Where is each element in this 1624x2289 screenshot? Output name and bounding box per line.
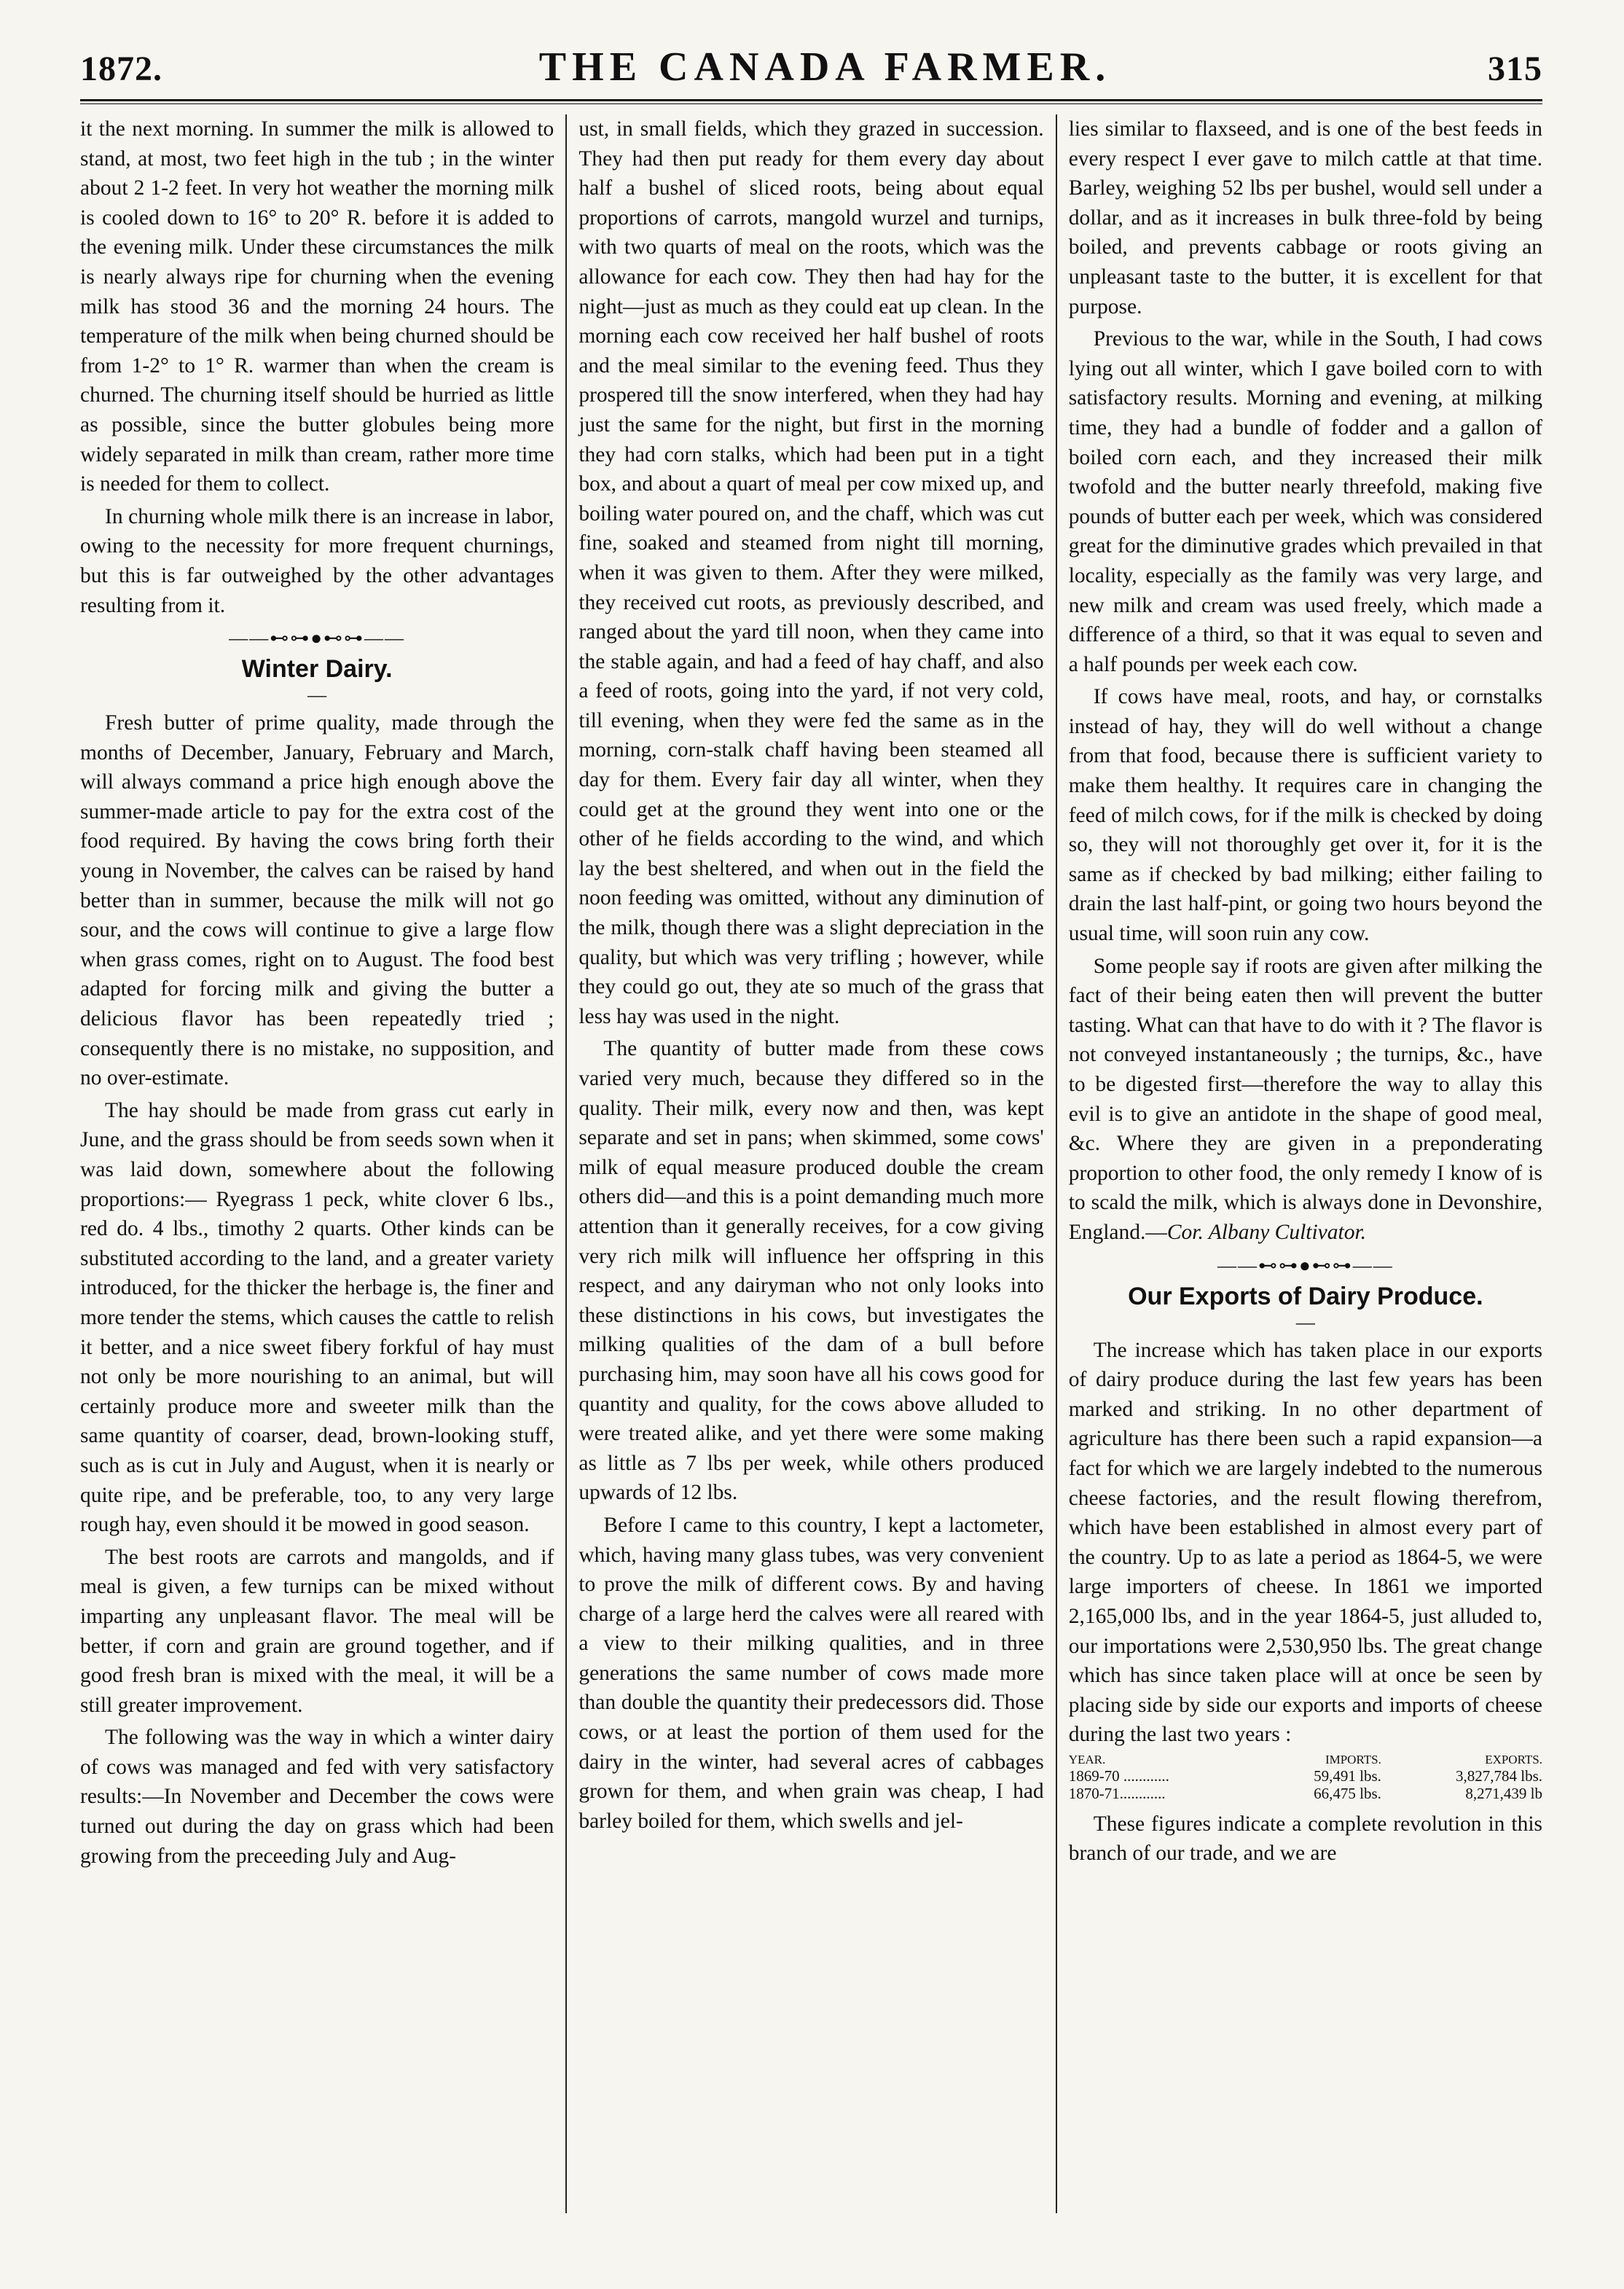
cheese-trade-table — [1069, 1753, 1542, 1802]
paragraph: The quantity of butter made from these cows varied very much, because they differed so in the quality. Their milk, every now and then, was kept separate and set in pans; when skimmed, some cows' milk of equal measure produced double the cream others did—and this is a point demanding much more attention than it generally receives, for a cow giving very rich milk will influence her offspring in this respect, and any dairyman who not only looks into these distinctions in his cows, but investigates the milking qualities of the dam of a bull before purchasing him, may soon have all his cows good for quantity and quality, for the cows above alluded to were treated alike, and yet there were some making as little as 7 lbs per week, while others produced upwards of 12 lbs. — [578, 1037, 1044, 1505]
table-cell: 59,491 lbs. — [1314, 1766, 1381, 1785]
column-header: IMPORTS. — [1325, 1752, 1381, 1766]
article-heading-winter-dairy: Winter Dairy. — [241, 655, 393, 684]
header-year: 1872. — [80, 50, 162, 88]
table-cell: 3,827,784 lbs. — [1455, 1766, 1542, 1785]
columns — [80, 114, 1542, 2213]
paragraph: These figures indicate a complete revolution in this branch of our trade, and we are — [1068, 1812, 1542, 1866]
paragraph: Previous to the war, while in the South, I had cows lying out all winter, which I gave boiled corn to with satisfactory results. Morning and evening, at milking time, they had a bundle of fodder and a gallon of boiled corn each, and they increased their milk twofold and the butter nearly threefold, making five pounds of butter each per week, which was considered great for the diminutive grades which prevailed in that locality, especially as the family was very large, and new milk and cream was used freely, which made a difference of a third, so that it was equal to seven and a half pounds per week each cow. — [1068, 327, 1542, 676]
page-header — [80, 44, 1542, 93]
section-ornament: ——⊷⊶●⊷⊶—— — [1217, 1254, 1394, 1276]
paragraph: Before I came to this country, I kept a lactometer, which, having many glass tubes, was very convenient to prove the milk of different cows. By and having charge of a large herd the calves were all reared with a view to their milking qualities, and in three generations the same number of cows made more than double the quantity their predecessors did. Those cows, or at least the portion of them used for the dairy in the winter, had several acres of cabbages grown for them, and when grain was cheap, I had barley boiled for them, which swells and jel- — [578, 1513, 1044, 1833]
article-heading-exports: Our Exports of Dairy Produce. — [1128, 1282, 1483, 1310]
table-cell: 1870-71............ — [1068, 1784, 1166, 1802]
paragraph: The hay should be made from grass cut early in June, and the grass should be from seeds sown when it was laid down, somewhere about the following proportions:— Ryegrass 1 peck, white clover 6 lbs., red do. 4 lbs., timothy 2 quarts. Other kinds can be substituted according to the land, and a greater variety introduced, for the thicker the herbage is, the finer and more tender the stems, which causes the cattle to relish it better, and a nice sweet fibery forkful of hay must not only be more nourishing to an animal, but will certainly produce more and sweeter milk than the same quantity of coarser, dead, brown-looking stuff, such as is cut in July and August, when it is nearly or quite ripe, and be preferable, too, to any very large rough hay, even should it be mowed in good season. — [80, 1098, 554, 1537]
paragraph: The best roots are carrots and mangolds, and if meal is given, a few turnips can be mixed without imparting any unpleasant flavor. The meal will be better, if corn and grain are ground together, and if good fresh bran is mixed with the meal, it will be a still greater improvement. — [80, 1545, 554, 1717]
paragraph: In churning whole milk there is an increase in labor, owing to the necessity for more frequent churnings, but this is far outweighed by the other advantages resulting from it. — [80, 504, 554, 617]
table-cell: 8,271,439 lb — [1465, 1784, 1542, 1802]
column-header: EXPORTS. — [1485, 1752, 1542, 1766]
paragraph: ust, in small fields, which they grazed in succession. They had then put ready for them every day about half a bushel of sliced roots, being about equal proportions of carrots, mangold wurzel and turnips, with two quarts of meal on the roots, which was the allowance for each cow. They then had hay for the night—just as much as they could eat up clean. In the morning each cow received her half bushel of roots and the meal similar to the evening feed. Thus they prospered till the snow interfered, when they had hay just the same for the night, but first in the morning they had corn stalks, which had been put in a tight box, and about a quart of meal per cow mixed up, and boiling water poured on, and the chaff, which was cut fine, soaked and steamed from night till morning, when it was given to them. After they were milked, they received cut roots, as previously described, and ranged about the yard till noon, when they came into the stable again, and had a feed of hay chaff, and also a feed of roots, going into the yard, if not very cold, till evening, when they were fed the same as in the morning, corn-stalk chaff having been steamed all day for them. Every fair day all winter, when they could get at the ground they went into one or the other of he fields according to the wind, and which lay the best sheltered, and when out in the field the noon feeding was omitted, without any diminution of the milk, though there was a slight depreciation in the quality, but which was very trifling ; however, while they could go out, they ate so much of the grass that less hay was used in the night. — [578, 117, 1044, 1028]
paragraph: If cows have meal, roots, and hay, or cornstalks instead of hay, they will do well without a change from that food, because there is sufficient variety to make them healthy. It requires care in changing the feed of milch cows, for if the milk is checked by doing so, they will not thoroughly get over it, for it is the same as if checked by bad milking; either failing to drain the last half-pint, or going two hours beyond the usual time, will soon ruin any cow. — [1068, 685, 1542, 946]
table-row — [1069, 1785, 1542, 1802]
paragraph: lies similar to flaxseed, and is one of the best feeds in every respect I ever gave to milch cattle at that time. Barley, weighing 52 lbs per bushel, would sell under a dollar, and as it increases in bulk three-fold by being boiled, and prevents cabbage or roots giving an unpleasant taste to the butter, it is excellent for that purpose. — [1068, 117, 1542, 318]
masthead-title: THE CANADA FARMER. — [538, 44, 1112, 90]
column-3 — [1057, 114, 1542, 2213]
column-2 — [565, 114, 1056, 2213]
page-number: 315 — [1488, 50, 1542, 88]
section-ornament: ——⊷⊶●⊷⊶—— — [229, 627, 406, 649]
header-rule — [80, 99, 1542, 101]
heading-dash: — — [1295, 1311, 1315, 1333]
paragraph: Fresh butter of prime quality, made through the months of December, January, February and March, will always command a price high enough above the summer-made article to pay for the extra cost of the food required. By having the cows bring forth their young in November, the calves can be raised by hand better than in summer, because the milk will not go sour, and the cows will continue to give a large flow when grass comes, right on to August. The food best adapted for forcing milk and giving the butter a delicious flavor has been repeatedly tried ; consequently there is no mistake, no supposition, and no over-estimate. — [80, 711, 554, 1090]
table-cell: 66,475 lbs. — [1314, 1784, 1381, 1802]
paragraph: it the next morning. In summer the milk is allowed to stand, at most, two feet high in the tub ; in the winter about 2 1-2 feet. In very hot weather the morning milk is cooled down to 16° to 20° R. before it is added to the evening milk. Under these circumstances the milk is nearly always ripe for churning when the evening milk has stood 36 and the morning 24 hours. The temperature of the milk when being churned should be from 1-2° to 1° R. warmer than when the cream is churned. The churning itself should be hurried as little as possible, since the butter globules being more widely separated in milk than cream, rather more time is needed for them to collect. — [80, 117, 554, 496]
table-cell: 1869-70 ............ — [1068, 1766, 1169, 1785]
table-row — [1069, 1767, 1542, 1785]
paragraph-text: Some people say if roots are given after milking the fact of their being eaten then will prevent the butter tasting. What can that have to do with it ? The flavor is not conveyed instantaneously ; the turnips, &c., have to be digested first—therefore the way to allay this evil is to give an antidote in the shape of good meal, &c. Where they are given in a preponderating proportion to other food, the only remedy I know of is to scald the milk, which is always done in Devonshire, England.— — [1068, 954, 1542, 1244]
source-signature: Cor. Albany Cultivator. — [1166, 1220, 1367, 1244]
table-header-row — [1069, 1753, 1542, 1767]
paragraph: The following was the way in which a winter dairy of cows was managed and fed with very satisfactory results:—In November and December the cows were turned out during the day on grass which had been growing from the preceeding July and Aug- — [80, 1726, 554, 1868]
paragraph — [1069, 952, 1542, 1248]
paragraph: The increase which has taken place in our exports of dairy produce during the last few years has been marked and striking. In no other department of agriculture has there been such a rapid expansion—a fact for which we are largely indebted to the numerous cheese factories, and the result flowing therefrom, which have been established in almost every part of the country. Up to as late a period as 1864-5, we were large importers of cheese. In 1861 we imported 2,165,000 lbs, and in the year 1864-5, just alluded to, our importations were 2,530,950 lbs. The great change which has since taken place will at once be seen by placing side by side our exports and imports of cheese during the last two years : — [1068, 1338, 1542, 1747]
column-1 — [80, 114, 565, 2213]
header-rule-thin — [80, 103, 1542, 104]
column-header: YEAR. — [1068, 1752, 1106, 1766]
heading-dash: — — [307, 684, 327, 706]
